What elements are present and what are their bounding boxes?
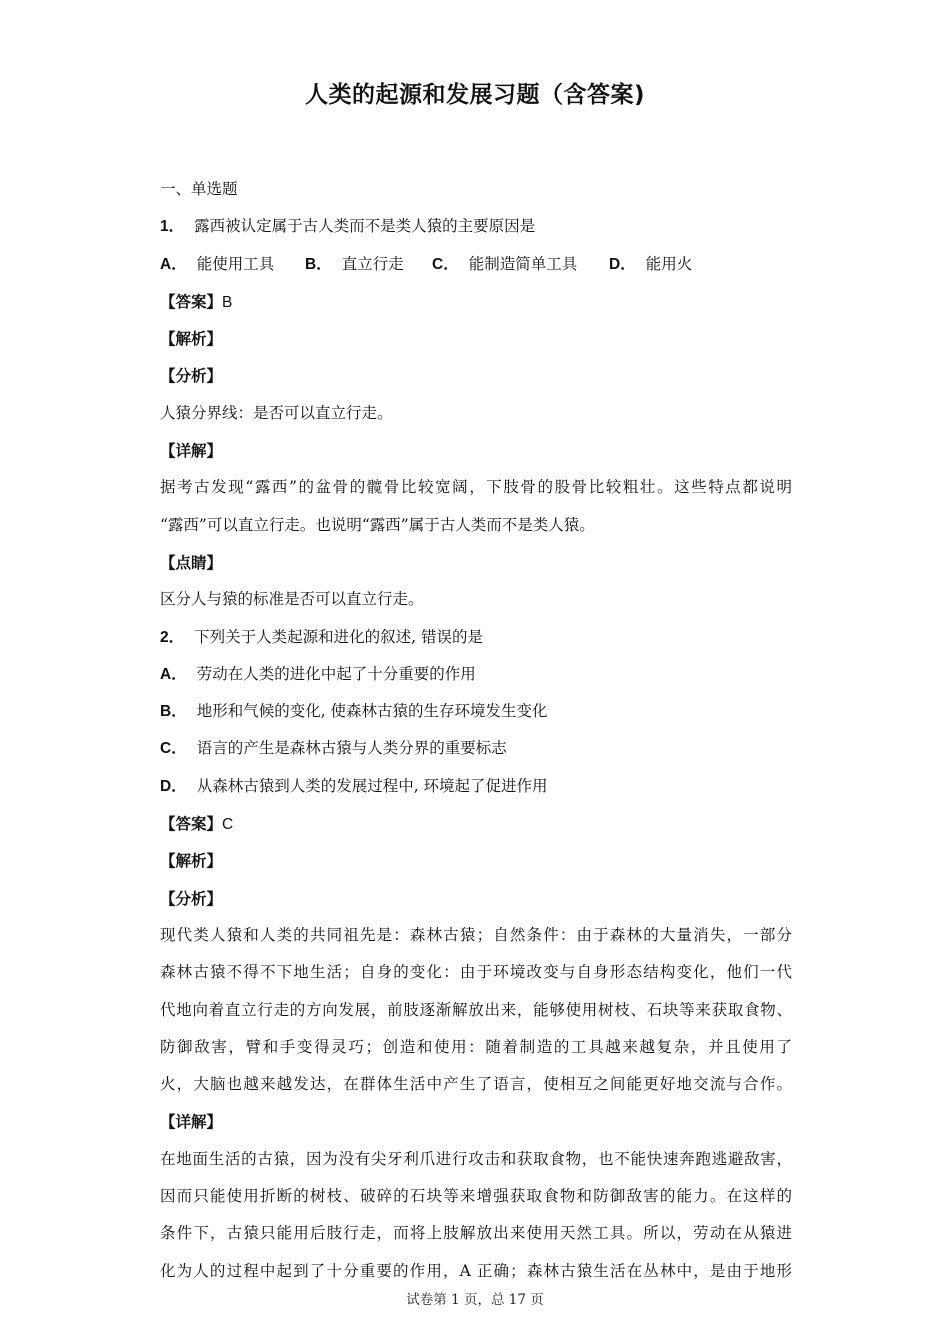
option-a <box>160 246 305 283</box>
option-text: 能用火 <box>645 254 693 273</box>
fenxi-line: 现代类人猿和人类的共同祖先是：森林古猿；自然条件：由于森林的大量消失，一部分 <box>160 925 792 944</box>
document-title: 人类的起源和发展习题（含答案) <box>304 82 645 108</box>
answer-tag: 【答案】 <box>160 291 223 311</box>
option-c <box>160 730 792 767</box>
option-text: 从森林古猿到人类的发展过程中, 环境起了促进作用 <box>196 776 548 795</box>
option-label: C． <box>160 740 187 758</box>
xiangjie-line: 据考古发现“露西”的盆骨的髋骨比较宽阔，下肢骨的股骨比较粗壮。这些特点都说明 <box>160 478 792 497</box>
answer-line <box>160 283 792 320</box>
jiexi-tag: 【解析】 <box>160 851 223 871</box>
xiangjie-line: 在地面生活的古猿，因为没有尖牙利爪进行攻击和获取食物，也不能快速奔跑逃避敌害， <box>160 1149 792 1168</box>
option-a <box>160 656 792 693</box>
option-text: 劳动在人类的进化中起了十分重要的作用 <box>196 664 476 683</box>
option-label: C． <box>432 255 459 273</box>
answer-line <box>160 805 792 842</box>
option-text: 能制造简单工具 <box>468 254 578 273</box>
question-1-options <box>160 246 792 283</box>
option-label: A． <box>160 255 187 273</box>
fenxi-line: 代地向着直立行走的方向发展，前肢逐渐解放出来，能够使用树枝、石块等来获取食物、 <box>160 1000 792 1019</box>
question-number: 2． <box>160 628 185 646</box>
dianjing-text: 区分人与猿的标准是否可以直立行走。 <box>160 590 424 609</box>
fenxi-line: 森林古猿不得不下地生活；自身的变化：由于环境改变与自身形态结构变化，他们一代 <box>160 963 792 982</box>
jiexi-tag: 【解析】 <box>160 329 223 349</box>
xiangjie-line: 条件下，古猿只能用后肢行走，而将上肢解放出来使用天然工具。所以，劳动在从猿进 <box>160 1224 792 1243</box>
fenxi-text: 人猿分界线：是否可以直立行走。 <box>160 403 393 422</box>
answer-value: B <box>222 293 233 311</box>
question-text: 下列关于人类起源和进化的叙述, 错误的是 <box>194 627 483 646</box>
option-b <box>305 246 432 283</box>
question-text: 露西被认定属于古人类而不是类人猿的主要原因是 <box>194 217 536 236</box>
option-label: B． <box>305 255 332 273</box>
option-label: D． <box>609 255 636 273</box>
section-heading: 一、单选题 <box>160 180 238 198</box>
option-c <box>432 246 609 283</box>
fenxi-tag: 【分析】 <box>160 888 223 908</box>
xiangjie-tag: 【详解】 <box>160 441 223 461</box>
fenxi-line: 防御敌害，臂和手变得灵巧；创造和使用：随着制造的工具越来越复杂，并且使用了 <box>160 1037 792 1056</box>
dianjing-tag: 【点睛】 <box>160 552 223 572</box>
answer-value: C <box>222 816 234 834</box>
question-2 <box>160 619 792 656</box>
option-text: 地形和气候的变化, 使森林古猿的生存环境发生变化 <box>196 702 548 721</box>
option-label: D． <box>160 777 187 795</box>
option-d <box>160 768 792 805</box>
option-text: 直立行走 <box>341 254 404 273</box>
xiangjie-line: 化为人的过程中起到了十分重要的作用，A 正确；森林古猿生活在丛林中，是由于地形 <box>160 1261 792 1280</box>
xiangjie-line: 因而只能使用折断的树枝、破碎的石块等来增强获取食物和防御敌害的能力。在这样的 <box>160 1187 792 1206</box>
option-text: 语言的产生是森林古猿与人类分界的重要标志 <box>196 739 507 758</box>
answer-tag: 【答案】 <box>160 814 223 834</box>
question-number: 1． <box>160 218 185 236</box>
option-label: A． <box>160 665 187 683</box>
document-body <box>160 171 792 1290</box>
question-1 <box>160 208 792 245</box>
xiangjie-tag: 【详解】 <box>160 1112 223 1132</box>
xiangjie-line: “露西”可以直立行走。也说明“露西”属于古人类而不是类人猿。 <box>160 515 595 534</box>
page-footer: 试卷第 1 页，总 17 页 <box>406 1292 544 1308</box>
fenxi-tag: 【分析】 <box>160 366 223 386</box>
option-b <box>160 693 792 730</box>
option-label: B． <box>160 703 187 721</box>
option-d <box>609 246 692 283</box>
fenxi-line: 火，大脑也越来越发达，在群体生活中产生了语言，使相互之间能更好地交流与合作。 <box>160 1075 792 1094</box>
option-text: 能使用工具 <box>196 254 275 273</box>
